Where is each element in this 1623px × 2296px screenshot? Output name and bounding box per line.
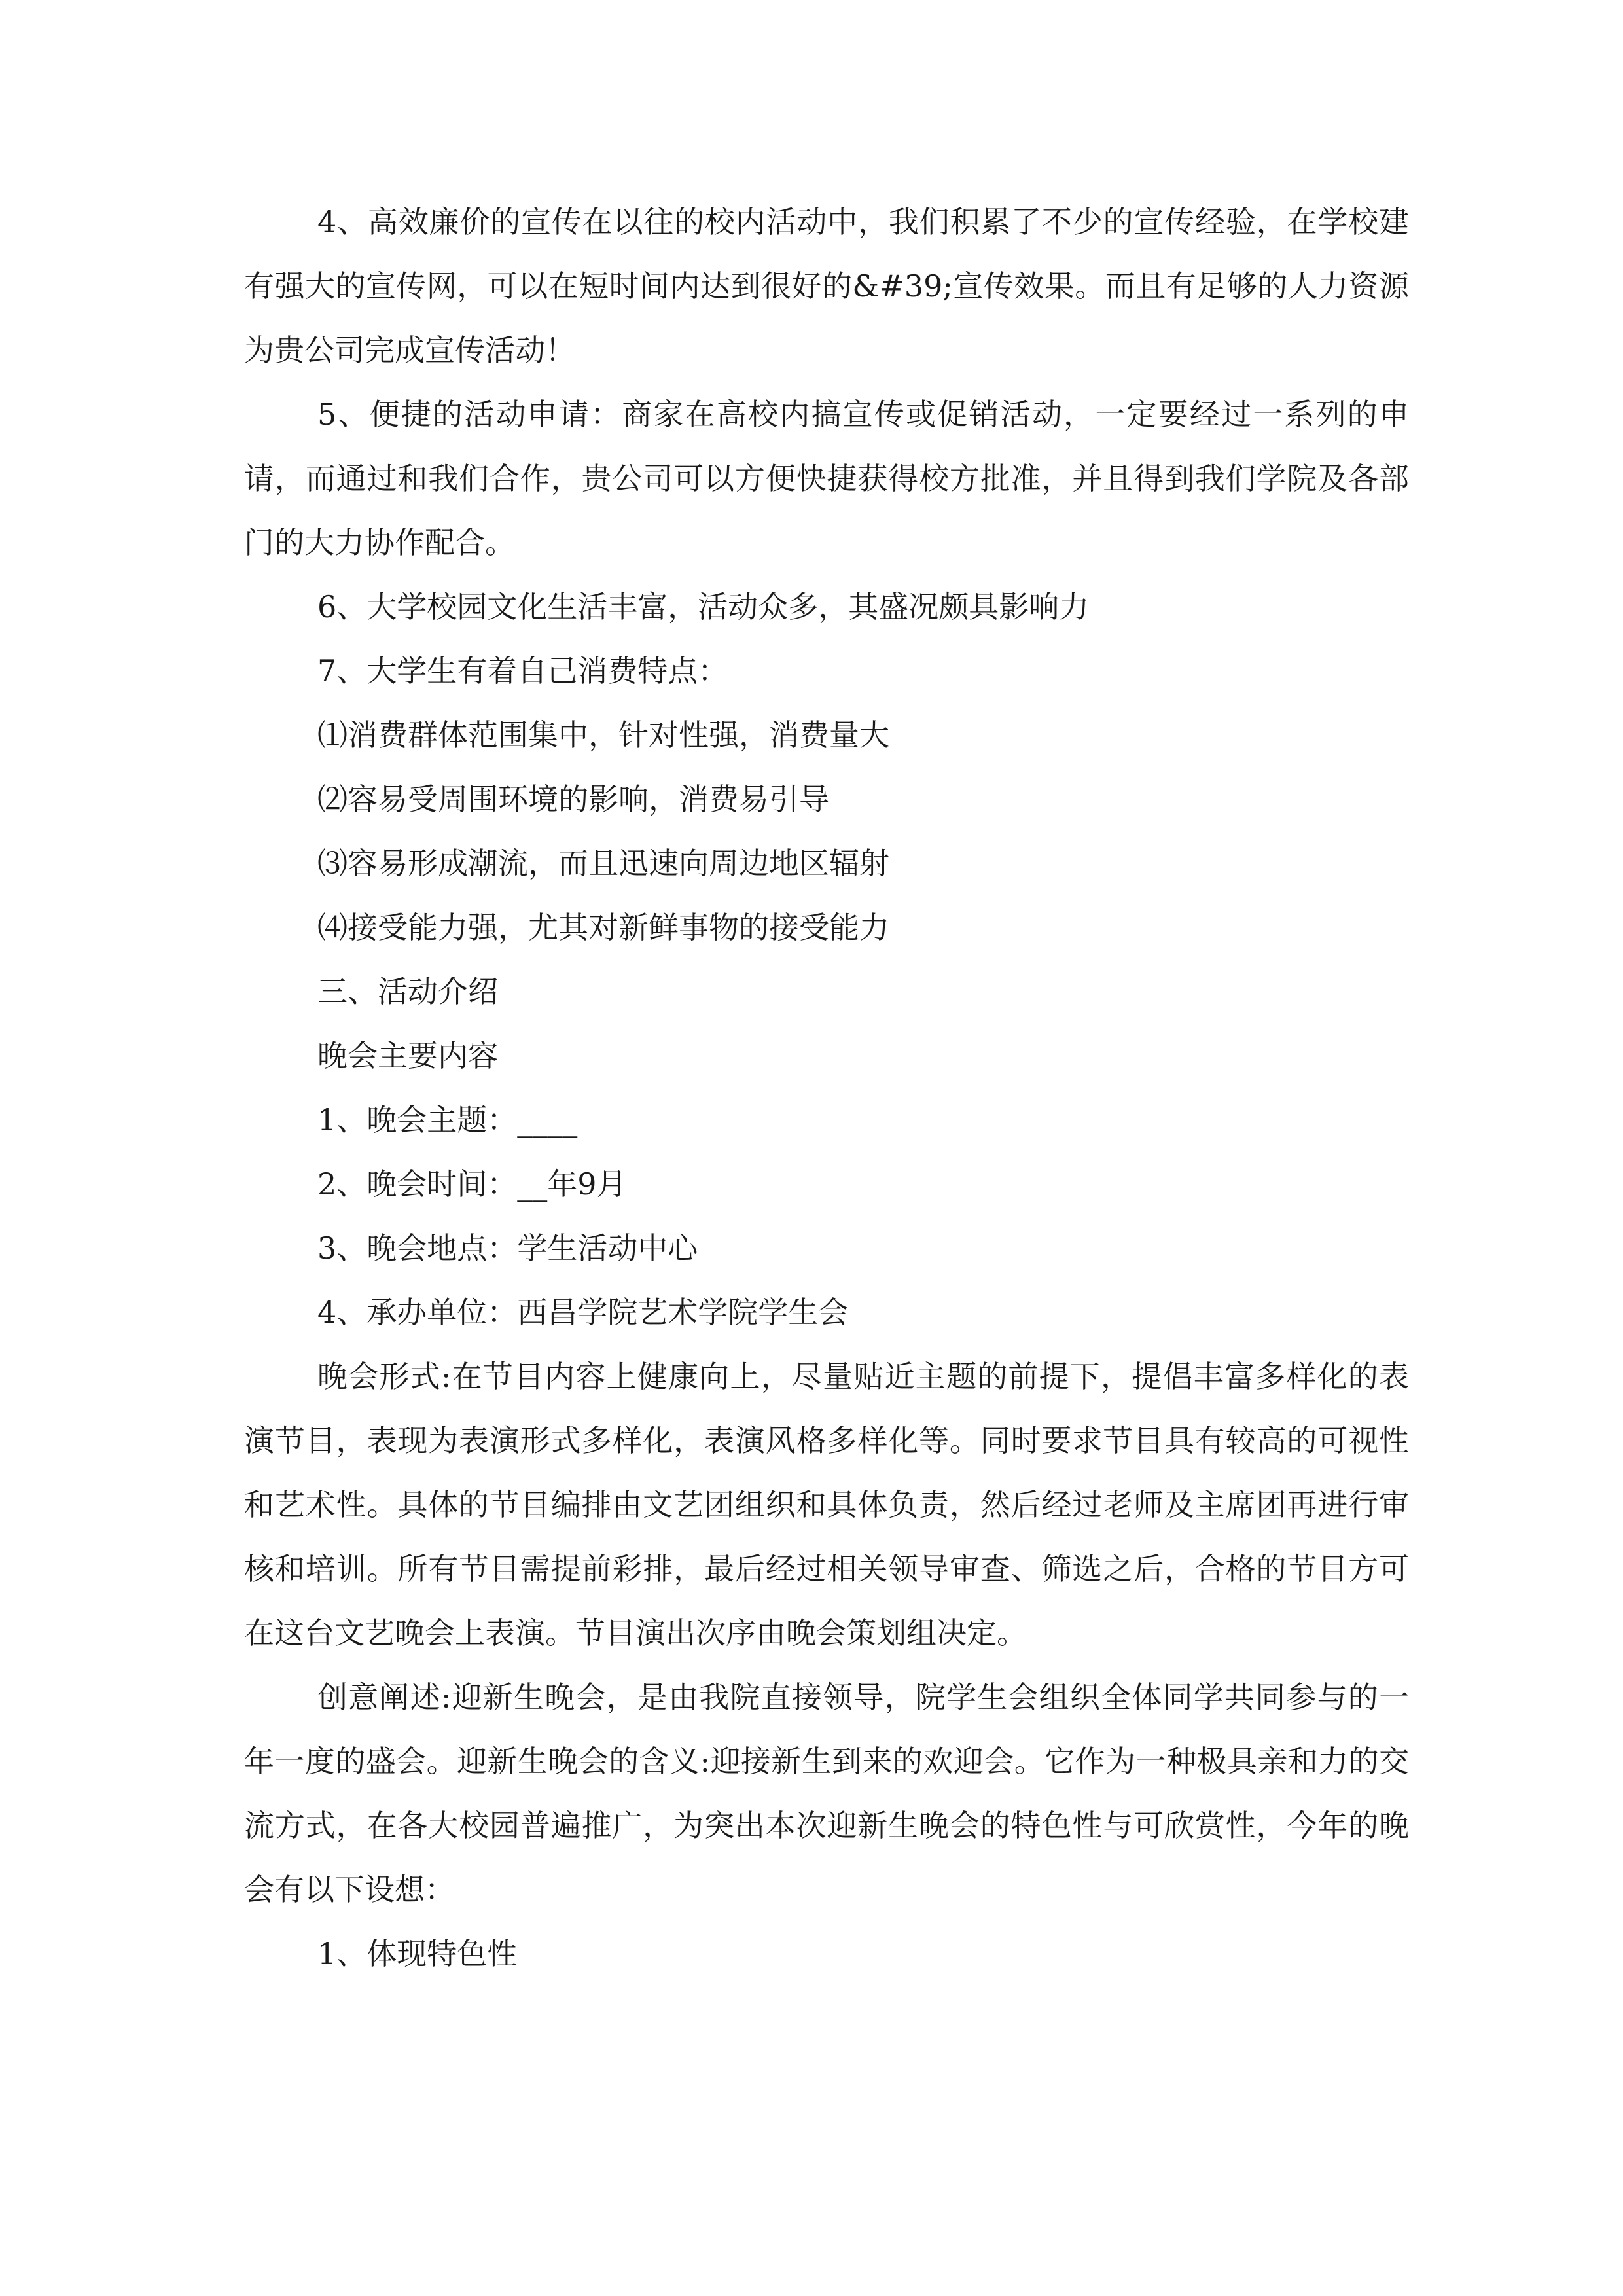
paragraph-gala-format: 晚会形式:在节目内容上健康向上，尽量贴近主题的前提下，提倡丰富多样化的表演节目，表现为表演形式多样化，表演风格多样化等。同时要求节目具有较高的可视性和艺术性。具体的节目编排由文艺团组织和具体负责，然后经过老师及主席团再进行审核和培训。所有节目需提前彩排，最后经过相关领导审查、筛选之后，合格的节目方可在这台文艺晚会上表演。节目演出次序由晚会策划组决定。 [244,1359,1409,1651]
paragraph-creative-statement: 创意阐述:迎新生晚会，是由我院直接领导，院学生会组织全体同学共同参与的一年一度的盛会。迎新生晚会的含义:迎接新生到来的欢迎会。它作为一种极具亲和力的交流方式，在各大校园普遍推广，为突出本次迎新生晚会的特色性与可欣赏性，今年的晚会有以下设想： [244,1679,1409,1907]
list-item-trait-3: ⑶容易形成潮流，而且迅速向周边地区辐射 [317,846,889,881]
document-body [244,190,1409,1986]
section-heading-activity-intro: 三、活动介绍 [317,974,498,1009]
paragraph-consumption-traits: 7、大学生有着自己消费特点： [317,653,728,689]
gala-organizer: 4、承办单位：西昌学院艺术学院学生会 [317,1295,849,1330]
paragraph-publicity-advantage: 4、高效廉价的宣传在以往的校内活动中，我们积累了不少的宣传经验，在学校建有强大的宣传网，可以在短时间内达到很好的&#39;宣传效果。而且有足够的人力资源为贵公司完成宣传活动！ [244,204,1409,368]
gala-theme: 1、晚会主题：____ [317,1102,578,1138]
paragraph-activity-application: 5、便捷的活动申请：商家在高校内搞宣传或促销活动，一定要经过一系列的申请，而通过和我们合作，贵公司可以方便快捷获得校方批准，并且得到我们学院及各部门的大力协作配合。 [244,397,1409,560]
subheading-gala-content: 晚会主要内容 [317,1038,498,1073]
gala-venue: 3、晚会地点：学生活动中心 [317,1230,698,1266]
list-item-feature: 1、体现特色性 [317,1936,518,1971]
paragraph-campus-culture: 6、大学校园文化生活丰富，活动众多，其盛况颇具影响力 [317,589,1090,624]
list-item-trait-1: ⑴消费群体范围集中，针对性强，消费量大 [317,717,889,753]
list-item-trait-2: ⑵容易受周围环境的影响，消费易引导 [317,781,829,817]
list-item-trait-4: ⑷接受能力强，尤其对新鲜事物的接受能力 [317,910,889,945]
gala-time: 2、晚会时间：__年9月 [317,1166,627,1202]
